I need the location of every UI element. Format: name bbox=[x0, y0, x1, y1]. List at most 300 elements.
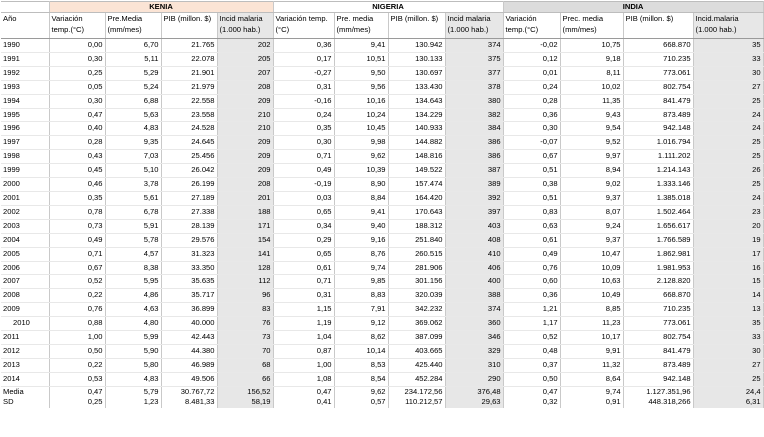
india-temp-cell: 0,38 bbox=[503, 178, 560, 192]
kenia-temp-cell: 0,30 bbox=[49, 52, 105, 66]
kenia-malaria-cell: 58,19 bbox=[217, 397, 273, 408]
data-table-sheet bbox=[1, 1, 763, 435]
year-cell: 2000 bbox=[1, 178, 49, 192]
kenia-pib-cell: 31.323 bbox=[161, 247, 217, 261]
stat-row bbox=[1, 386, 763, 397]
india-pib-cell: 1.981.953 bbox=[623, 261, 693, 275]
india-prec-cell: 10,75 bbox=[560, 39, 623, 53]
table-row bbox=[1, 261, 763, 275]
year-cell: 2014 bbox=[1, 372, 49, 386]
india-malaria-cell: 24,4 bbox=[693, 386, 763, 397]
nigeria-prec-cell: 8,54 bbox=[334, 372, 388, 386]
nigeria-malaria-cell: 386 bbox=[445, 150, 503, 164]
india-prec-cell: 9,02 bbox=[560, 178, 623, 192]
nigeria-prec-cell: 9,74 bbox=[334, 261, 388, 275]
india-temp-cell: 0,76 bbox=[503, 261, 560, 275]
nigeria-malaria-cell: 388 bbox=[445, 289, 503, 303]
nigeria-prec-cell: 9,12 bbox=[334, 317, 388, 331]
nigeria-temp-cell: 0,31 bbox=[273, 80, 334, 94]
stat-label-cell: Media bbox=[1, 386, 49, 397]
nigeria-prec-cell: 9,62 bbox=[334, 386, 388, 397]
col-header-nigeria-prec: Pre. media (mm/mes) bbox=[334, 13, 388, 39]
kenia-temp-cell: 0,00 bbox=[49, 39, 105, 53]
nigeria-temp-cell: 0,30 bbox=[273, 136, 334, 150]
nigeria-prec-cell: 10,45 bbox=[334, 122, 388, 136]
india-malaria-cell: 16 bbox=[693, 261, 763, 275]
nigeria-malaria-cell: 310 bbox=[445, 358, 503, 372]
table-row bbox=[1, 331, 763, 345]
kenia-prec-cell: 5,90 bbox=[105, 344, 161, 358]
table-row bbox=[1, 372, 763, 386]
nigeria-pib-cell: 403.665 bbox=[388, 344, 445, 358]
kenia-prec-cell: 8,38 bbox=[105, 261, 161, 275]
col-header-india-pib: PIB (millon. $) bbox=[623, 13, 693, 39]
india-malaria-cell: 27 bbox=[693, 80, 763, 94]
kenia-temp-cell: 0,46 bbox=[49, 178, 105, 192]
table-row bbox=[1, 66, 763, 80]
year-cell: 1996 bbox=[1, 122, 49, 136]
nigeria-malaria-cell: 386 bbox=[445, 136, 503, 150]
nigeria-temp-cell: 0,71 bbox=[273, 275, 334, 289]
kenia-malaria-cell: 154 bbox=[217, 233, 273, 247]
nigeria-temp-cell: 0,49 bbox=[273, 164, 334, 178]
india-prec-cell: 9,37 bbox=[560, 191, 623, 205]
nigeria-prec-cell: 9,56 bbox=[334, 80, 388, 94]
year-cell: 1993 bbox=[1, 80, 49, 94]
nigeria-prec-cell: 9,85 bbox=[334, 275, 388, 289]
kenia-temp-cell: 0,40 bbox=[49, 122, 105, 136]
kenia-prec-cell: 4,63 bbox=[105, 303, 161, 317]
india-prec-cell: 10,47 bbox=[560, 247, 623, 261]
nigeria-temp-cell: 0,29 bbox=[273, 233, 334, 247]
kenia-prec-cell: 4,83 bbox=[105, 372, 161, 386]
nigeria-prec-cell: 8,84 bbox=[334, 191, 388, 205]
india-temp-cell: 0,48 bbox=[503, 344, 560, 358]
stat-row bbox=[1, 397, 763, 408]
kenia-malaria-cell: 128 bbox=[217, 261, 273, 275]
india-prec-cell: 9,24 bbox=[560, 219, 623, 233]
kenia-pib-cell: 40.000 bbox=[161, 317, 217, 331]
nigeria-temp-cell: 1,08 bbox=[273, 372, 334, 386]
india-pib-cell: 1.502.464 bbox=[623, 205, 693, 219]
kenia-pib-cell: 22.078 bbox=[161, 52, 217, 66]
table-row bbox=[1, 150, 763, 164]
col-header-india-temp: Variación temp.(°C) bbox=[503, 13, 560, 39]
table-row bbox=[1, 52, 763, 66]
nigeria-malaria-cell: 406 bbox=[445, 261, 503, 275]
col-header-nigeria-pib: PIB (millon. $) bbox=[388, 13, 445, 39]
year-cell: 2003 bbox=[1, 219, 49, 233]
kenia-malaria-cell: 210 bbox=[217, 122, 273, 136]
nigeria-pib-cell: 164.420 bbox=[388, 191, 445, 205]
kenia-temp-cell: 0,49 bbox=[49, 233, 105, 247]
table-row bbox=[1, 164, 763, 178]
kenia-pib-cell: 23.558 bbox=[161, 108, 217, 122]
india-malaria-cell: 33 bbox=[693, 331, 763, 345]
india-malaria-cell: 27 bbox=[693, 358, 763, 372]
nigeria-malaria-cell: 329 bbox=[445, 344, 503, 358]
kenia-malaria-cell: 209 bbox=[217, 150, 273, 164]
nigeria-pib-cell: 234.172,56 bbox=[388, 386, 445, 397]
india-temp-cell: 0,30 bbox=[503, 122, 560, 136]
india-prec-cell: 11,32 bbox=[560, 358, 623, 372]
nigeria-pib-cell: 387.099 bbox=[388, 331, 445, 345]
nigeria-pib-cell: 369.062 bbox=[388, 317, 445, 331]
year-cell: 2009 bbox=[1, 303, 49, 317]
kenia-pib-cell: 49.506 bbox=[161, 372, 217, 386]
nigeria-temp-cell: 1,19 bbox=[273, 317, 334, 331]
year-cell: 2010 bbox=[1, 317, 49, 331]
india-malaria-cell: 30 bbox=[693, 344, 763, 358]
kenia-prec-cell: 4,57 bbox=[105, 247, 161, 261]
nigeria-malaria-cell: 384 bbox=[445, 122, 503, 136]
nigeria-prec-cell: 9,50 bbox=[334, 66, 388, 80]
india-pib-cell: 2.128.820 bbox=[623, 275, 693, 289]
kenia-pib-cell: 46.989 bbox=[161, 358, 217, 372]
india-temp-cell: 0,83 bbox=[503, 205, 560, 219]
table-row bbox=[1, 219, 763, 233]
india-prec-cell: 10,02 bbox=[560, 80, 623, 94]
kenia-pib-cell: 25.456 bbox=[161, 150, 217, 164]
india-temp-cell: 0,60 bbox=[503, 275, 560, 289]
kenia-pib-cell: 8.481,33 bbox=[161, 397, 217, 408]
nigeria-temp-cell: 0,24 bbox=[273, 108, 334, 122]
kenia-prec-cell: 3,78 bbox=[105, 178, 161, 192]
year-cell: 2008 bbox=[1, 289, 49, 303]
col-header-year: Año bbox=[1, 13, 49, 39]
nigeria-pib-cell: 140.933 bbox=[388, 122, 445, 136]
india-pib-cell: 1.214.143 bbox=[623, 164, 693, 178]
nigeria-malaria-cell: 290 bbox=[445, 372, 503, 386]
kenia-prec-cell: 5,10 bbox=[105, 164, 161, 178]
nigeria-malaria-cell: 408 bbox=[445, 233, 503, 247]
nigeria-pib-cell: 170.643 bbox=[388, 205, 445, 219]
nigeria-malaria-cell: 378 bbox=[445, 80, 503, 94]
nigeria-pib-cell: 157.474 bbox=[388, 178, 445, 192]
kenia-temp-cell: 0,28 bbox=[49, 136, 105, 150]
nigeria-malaria-cell: 375 bbox=[445, 52, 503, 66]
india-prec-cell: 9,18 bbox=[560, 52, 623, 66]
kenia-pib-cell: 44.380 bbox=[161, 344, 217, 358]
kenia-pib-cell: 24.645 bbox=[161, 136, 217, 150]
nigeria-pib-cell: 251.840 bbox=[388, 233, 445, 247]
india-temp-cell: 0,12 bbox=[503, 52, 560, 66]
kenia-malaria-cell: 209 bbox=[217, 94, 273, 108]
nigeria-temp-cell: 0,35 bbox=[273, 122, 334, 136]
india-pib-cell: 773.061 bbox=[623, 66, 693, 80]
kenia-pib-cell: 29.576 bbox=[161, 233, 217, 247]
india-malaria-cell: 30 bbox=[693, 66, 763, 80]
india-pib-cell: 1.111.202 bbox=[623, 150, 693, 164]
kenia-temp-cell: 0,47 bbox=[49, 108, 105, 122]
nigeria-malaria-cell: 374 bbox=[445, 39, 503, 53]
kenia-malaria-cell: 207 bbox=[217, 66, 273, 80]
nigeria-pib-cell: 260.515 bbox=[388, 247, 445, 261]
kenia-malaria-cell: 171 bbox=[217, 219, 273, 233]
kenia-malaria-cell: 202 bbox=[217, 39, 273, 53]
nigeria-prec-cell: 9,98 bbox=[334, 136, 388, 150]
nigeria-pib-cell: 144.882 bbox=[388, 136, 445, 150]
india-temp-cell: 0,67 bbox=[503, 150, 560, 164]
india-pib-cell: 802.754 bbox=[623, 331, 693, 345]
india-malaria-cell: 15 bbox=[693, 275, 763, 289]
nigeria-temp-cell: 0,34 bbox=[273, 219, 334, 233]
kenia-prec-cell: 4,86 bbox=[105, 289, 161, 303]
kenia-temp-cell: 0,71 bbox=[49, 247, 105, 261]
nigeria-temp-cell: 0,47 bbox=[273, 386, 334, 397]
year-cell: 1991 bbox=[1, 52, 49, 66]
nigeria-pib-cell: 425.440 bbox=[388, 358, 445, 372]
kenia-temp-cell: 0,22 bbox=[49, 289, 105, 303]
india-malaria-cell: 35 bbox=[693, 317, 763, 331]
nigeria-pib-cell: 110.212,57 bbox=[388, 397, 445, 408]
year-cell: 1999 bbox=[1, 164, 49, 178]
kenia-malaria-cell: 210 bbox=[217, 108, 273, 122]
nigeria-pib-cell: 130.697 bbox=[388, 66, 445, 80]
year-cell: 1998 bbox=[1, 150, 49, 164]
india-malaria-cell: 13 bbox=[693, 303, 763, 317]
kenia-temp-cell: 0,78 bbox=[49, 205, 105, 219]
nigeria-temp-cell: 1,15 bbox=[273, 303, 334, 317]
kenia-prec-cell: 4,83 bbox=[105, 122, 161, 136]
india-pib-cell: 1.127.351,96 bbox=[623, 386, 693, 397]
col-header-kenia-malaria: Incid malaria (1.000 hab.) bbox=[217, 13, 273, 39]
kenia-pib-cell: 26.199 bbox=[161, 178, 217, 192]
col-header-kenia-pib: PIB (millon. $) bbox=[161, 13, 217, 39]
kenia-pib-cell: 26.042 bbox=[161, 164, 217, 178]
kenia-temp-cell: 0,50 bbox=[49, 344, 105, 358]
kenia-malaria-cell: 208 bbox=[217, 80, 273, 94]
india-prec-cell: 10,09 bbox=[560, 261, 623, 275]
india-temp-cell: 0,32 bbox=[503, 397, 560, 408]
table-row bbox=[1, 358, 763, 372]
kenia-temp-cell: 0,05 bbox=[49, 80, 105, 94]
col-header-kenia-prec: Pre.Media (mm/mes) bbox=[105, 13, 161, 39]
kenia-prec-cell: 5,29 bbox=[105, 66, 161, 80]
year-cell: 2013 bbox=[1, 358, 49, 372]
india-pib-cell: 942.148 bbox=[623, 122, 693, 136]
india-pib-cell: 710.235 bbox=[623, 52, 693, 66]
india-pib-cell: 1.862.981 bbox=[623, 247, 693, 261]
kenia-pib-cell: 27.338 bbox=[161, 205, 217, 219]
nigeria-pib-cell: 342.232 bbox=[388, 303, 445, 317]
india-temp-cell: 0,28 bbox=[503, 94, 560, 108]
nigeria-prec-cell: 9,16 bbox=[334, 233, 388, 247]
india-temp-cell: 0,36 bbox=[503, 289, 560, 303]
india-malaria-cell: 20 bbox=[693, 219, 763, 233]
india-prec-cell: 9,97 bbox=[560, 150, 623, 164]
nigeria-pib-cell: 148.816 bbox=[388, 150, 445, 164]
col-header-nigeria-malaria: Incid malaria (1.000 hab.) bbox=[445, 13, 503, 39]
india-pib-cell: 802.754 bbox=[623, 80, 693, 94]
india-malaria-cell: 33 bbox=[693, 52, 763, 66]
india-prec-cell: 8,07 bbox=[560, 205, 623, 219]
india-pib-cell: 1.016.794 bbox=[623, 136, 693, 150]
kenia-temp-cell: 0,67 bbox=[49, 261, 105, 275]
nigeria-malaria-cell: 377 bbox=[445, 66, 503, 80]
kenia-malaria-cell: 141 bbox=[217, 247, 273, 261]
india-prec-cell: 10,49 bbox=[560, 289, 623, 303]
table-row bbox=[1, 205, 763, 219]
kenia-malaria-cell: 205 bbox=[217, 52, 273, 66]
year-cell: 2006 bbox=[1, 261, 49, 275]
india-malaria-cell: 25 bbox=[693, 372, 763, 386]
kenia-temp-cell: 0,53 bbox=[49, 372, 105, 386]
kenia-temp-cell: 0,76 bbox=[49, 303, 105, 317]
india-malaria-cell: 25 bbox=[693, 136, 763, 150]
kenia-pib-cell: 33.350 bbox=[161, 261, 217, 275]
kenia-prec-cell: 7,03 bbox=[105, 150, 161, 164]
kenia-prec-cell: 5,99 bbox=[105, 331, 161, 345]
kenia-temp-cell: 0,30 bbox=[49, 94, 105, 108]
year-cell: 1997 bbox=[1, 136, 49, 150]
india-temp-cell: 1,17 bbox=[503, 317, 560, 331]
india-malaria-cell: 25 bbox=[693, 178, 763, 192]
kenia-temp-cell: 0,22 bbox=[49, 358, 105, 372]
nigeria-pib-cell: 320.039 bbox=[388, 289, 445, 303]
india-prec-cell: 10,17 bbox=[560, 331, 623, 345]
nigeria-pib-cell: 452.284 bbox=[388, 372, 445, 386]
kenia-temp-cell: 1,00 bbox=[49, 331, 105, 345]
kenia-pib-cell: 27.189 bbox=[161, 191, 217, 205]
table-row bbox=[1, 178, 763, 192]
kenia-temp-cell: 0,35 bbox=[49, 191, 105, 205]
india-temp-cell: 0,51 bbox=[503, 164, 560, 178]
india-temp-cell: -0,02 bbox=[503, 39, 560, 53]
india-prec-cell: 9,91 bbox=[560, 344, 623, 358]
kenia-temp-cell: 0,73 bbox=[49, 219, 105, 233]
nigeria-prec-cell: 8,53 bbox=[334, 358, 388, 372]
india-malaria-cell: 24 bbox=[693, 191, 763, 205]
nigeria-malaria-cell: 29,63 bbox=[445, 397, 503, 408]
kenia-pib-cell: 36.899 bbox=[161, 303, 217, 317]
nigeria-pib-cell: 149.522 bbox=[388, 164, 445, 178]
nigeria-malaria-cell: 403 bbox=[445, 219, 503, 233]
table-row bbox=[1, 108, 763, 122]
kenia-pib-cell: 35.717 bbox=[161, 289, 217, 303]
nigeria-pib-cell: 301.156 bbox=[388, 275, 445, 289]
kenia-pib-cell: 21.979 bbox=[161, 80, 217, 94]
nigeria-pib-cell: 134.229 bbox=[388, 108, 445, 122]
climate-malaria-table bbox=[1, 1, 764, 408]
nigeria-malaria-cell: 376,48 bbox=[445, 386, 503, 397]
nigeria-malaria-cell: 397 bbox=[445, 205, 503, 219]
nigeria-pib-cell: 130.942 bbox=[388, 39, 445, 53]
india-prec-cell: 11,23 bbox=[560, 317, 623, 331]
kenia-malaria-cell: 73 bbox=[217, 331, 273, 345]
nigeria-temp-cell: 0,65 bbox=[273, 205, 334, 219]
nigeria-prec-cell: 8,62 bbox=[334, 331, 388, 345]
kenia-prec-cell: 5,91 bbox=[105, 219, 161, 233]
year-cell: 2005 bbox=[1, 247, 49, 261]
kenia-malaria-cell: 96 bbox=[217, 289, 273, 303]
nigeria-prec-cell: 10,16 bbox=[334, 94, 388, 108]
country-header-row bbox=[1, 2, 763, 13]
kenia-malaria-cell: 76 bbox=[217, 317, 273, 331]
kenia-malaria-cell: 209 bbox=[217, 164, 273, 178]
india-pib-cell: 773.061 bbox=[623, 317, 693, 331]
table-row bbox=[1, 317, 763, 331]
india-prec-cell: 9,74 bbox=[560, 386, 623, 397]
kenia-pib-cell: 42.443 bbox=[161, 331, 217, 345]
year-cell: 2004 bbox=[1, 233, 49, 247]
india-malaria-cell: 24 bbox=[693, 122, 763, 136]
kenia-prec-cell: 5,61 bbox=[105, 191, 161, 205]
india-malaria-cell: 35 bbox=[693, 39, 763, 53]
india-malaria-cell: 26 bbox=[693, 164, 763, 178]
nigeria-prec-cell: 7,91 bbox=[334, 303, 388, 317]
column-header-row bbox=[1, 13, 763, 39]
india-pib-cell: 1.385.018 bbox=[623, 191, 693, 205]
nigeria-prec-cell: 10,51 bbox=[334, 52, 388, 66]
stat-label-cell: SD bbox=[1, 397, 49, 408]
nigeria-pib-cell: 188.312 bbox=[388, 219, 445, 233]
kenia-prec-cell: 6,70 bbox=[105, 39, 161, 53]
nigeria-malaria-cell: 400 bbox=[445, 275, 503, 289]
year-cell: 2012 bbox=[1, 344, 49, 358]
india-prec-cell: 8,85 bbox=[560, 303, 623, 317]
india-malaria-cell: 25 bbox=[693, 94, 763, 108]
kenia-malaria-cell: 70 bbox=[217, 344, 273, 358]
india-temp-cell: 0,51 bbox=[503, 191, 560, 205]
year-cell: 2007 bbox=[1, 275, 49, 289]
nigeria-temp-cell: 1,04 bbox=[273, 331, 334, 345]
india-temp-cell: 0,36 bbox=[503, 108, 560, 122]
col-header-india-prec: Prec. media (mm/mes) bbox=[560, 13, 623, 39]
kenia-temp-cell: 0,45 bbox=[49, 164, 105, 178]
india-malaria-cell: 23 bbox=[693, 205, 763, 219]
india-pib-cell: 710.235 bbox=[623, 303, 693, 317]
nigeria-pib-cell: 281.906 bbox=[388, 261, 445, 275]
nigeria-pib-cell: 130.133 bbox=[388, 52, 445, 66]
kenia-pib-cell: 24.528 bbox=[161, 122, 217, 136]
kenia-temp-cell: 0,47 bbox=[49, 386, 105, 397]
nigeria-prec-cell: 9,62 bbox=[334, 150, 388, 164]
country-header-india: INDIA bbox=[503, 2, 763, 13]
india-prec-cell: 11,35 bbox=[560, 94, 623, 108]
table-row bbox=[1, 94, 763, 108]
year-cell: 2011 bbox=[1, 331, 49, 345]
india-pib-cell: 1.656.617 bbox=[623, 219, 693, 233]
india-temp-cell: 0,61 bbox=[503, 233, 560, 247]
india-pib-cell: 841.479 bbox=[623, 344, 693, 358]
india-malaria-cell: 14 bbox=[693, 289, 763, 303]
india-pib-cell: 841.479 bbox=[623, 94, 693, 108]
india-temp-cell: 0,24 bbox=[503, 80, 560, 94]
table-row bbox=[1, 289, 763, 303]
kenia-malaria-cell: 208 bbox=[217, 178, 273, 192]
year-cell: 2002 bbox=[1, 205, 49, 219]
india-malaria-cell: 24 bbox=[693, 108, 763, 122]
country-header-nigeria: NIGERIA bbox=[273, 2, 503, 13]
table-row bbox=[1, 39, 763, 53]
nigeria-temp-cell: 0,17 bbox=[273, 52, 334, 66]
nigeria-malaria-cell: 374 bbox=[445, 303, 503, 317]
kenia-malaria-cell: 156,52 bbox=[217, 386, 273, 397]
nigeria-malaria-cell: 410 bbox=[445, 247, 503, 261]
india-temp-cell: 1,21 bbox=[503, 303, 560, 317]
year-cell: 2001 bbox=[1, 191, 49, 205]
kenia-temp-cell: 0,52 bbox=[49, 275, 105, 289]
nigeria-pib-cell: 133.430 bbox=[388, 80, 445, 94]
india-prec-cell: 9,37 bbox=[560, 233, 623, 247]
kenia-prec-cell: 5,78 bbox=[105, 233, 161, 247]
country-header-kenia: KENIA bbox=[49, 2, 273, 13]
india-temp-cell: 0,37 bbox=[503, 358, 560, 372]
nigeria-prec-cell: 10,24 bbox=[334, 108, 388, 122]
india-temp-cell: 0,47 bbox=[503, 386, 560, 397]
nigeria-prec-cell: 8,76 bbox=[334, 247, 388, 261]
